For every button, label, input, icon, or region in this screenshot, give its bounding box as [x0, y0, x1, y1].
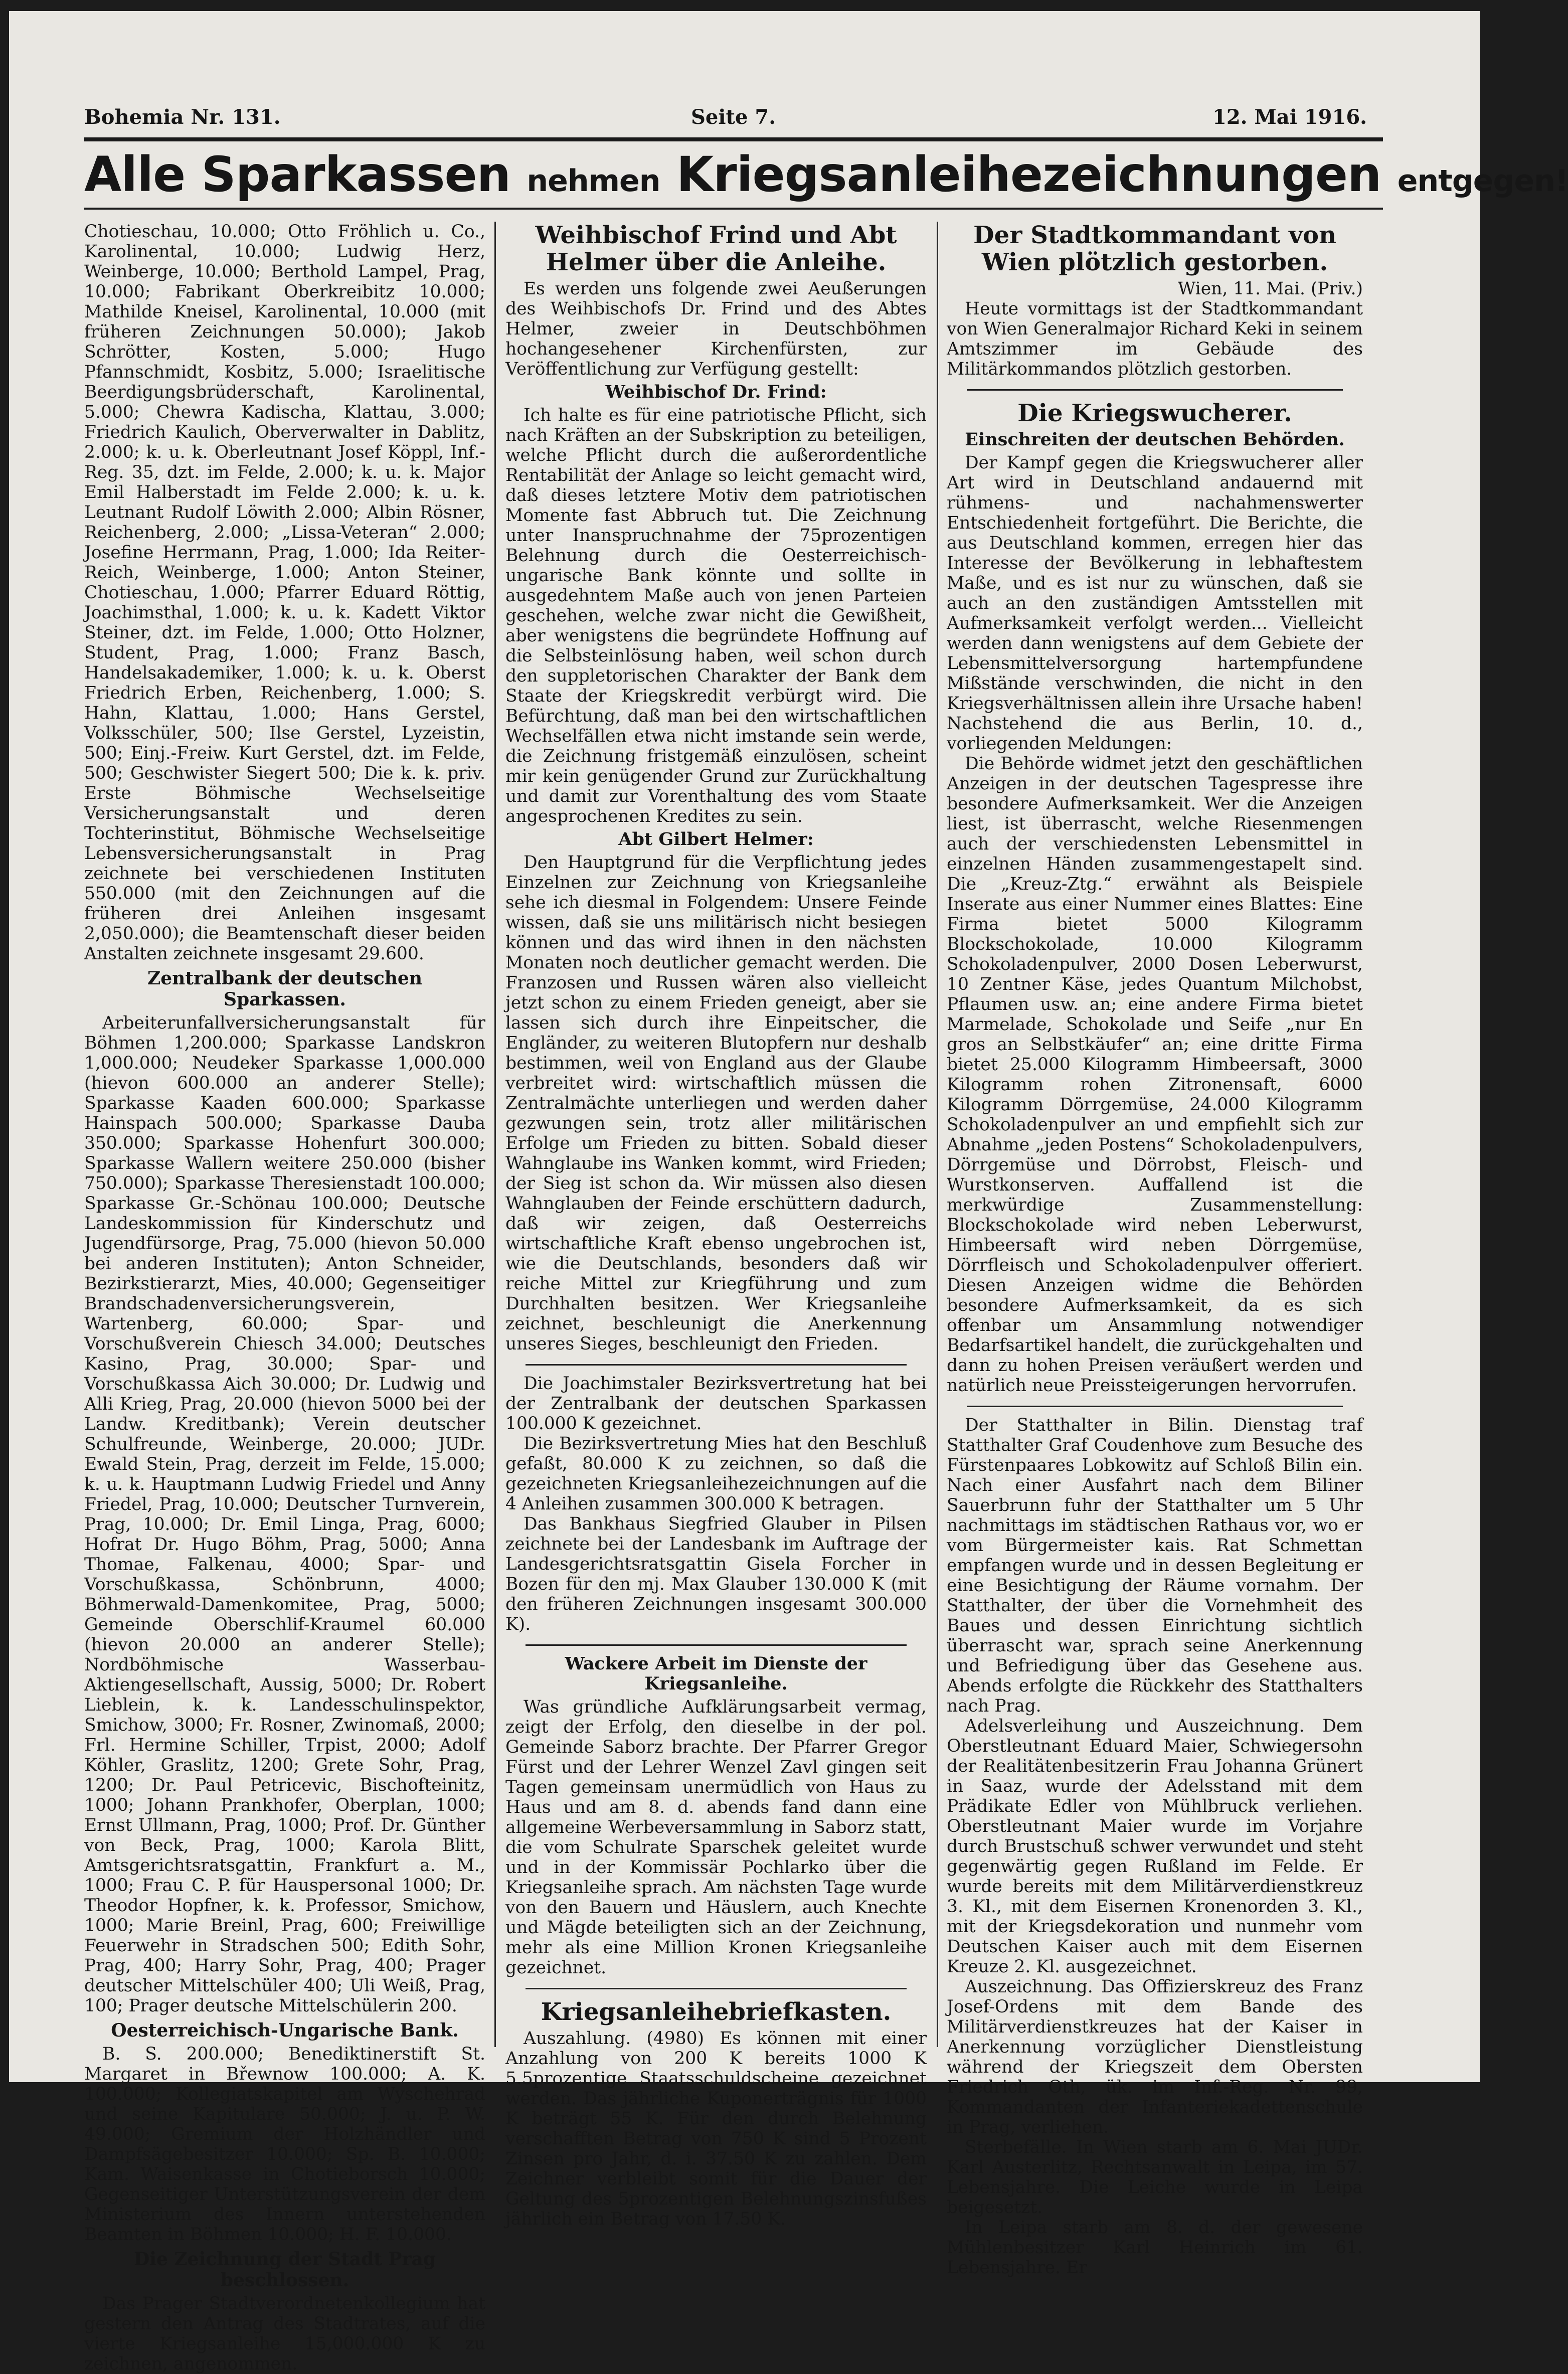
article-paragraph: Der Kampf gegen die Kriegswucherer aller Art wird in Deutschland andauernd mit rühmens- und nachahmenswerter Entschiedenheit fortgeführt. Die Berichte, die aus Deutschland kommen, erregen hier das Interesse der Bevölkerung in lebhaftestem Maße, und es ist nur zu wünschen, daß sie auch an den zuständigen Amtsstellen mit Aufmerksamkeit verfolgt werden... Vielleicht werden dann wenigstens auf dem Gebiete der Lebensmittelversorgung hartempfundene Mißstände verschwinden, die nicht in den Kriegsverhältnissen allein ihre Ursache haben! Nachstehend die aus Berlin, 10. d., vorliegenden Meldungen: — [947, 453, 1363, 754]
article-paragraph: Was gründliche Aufklärungsarbeit vermag, zeigt der Erfolg, den dieselbe in der pol. Gemeinde Saborz brachte. Der Pfarrer Gregor Fürst und der Lehrer Wenzel Zavl gingen seit Tagen gemeinsam unermüdlich von Haus zu Haus und am 8. d. abends fand dann eine allgemeine Werbeversammlung in Saborz statt, die vom Schulrate Sparschek geleitet wurde und in der Kommissär Pochlarko über die Kriegsanleihe sprach. Am nächsten Tage wurde von den Bauern und Häuslern, auch Knechte und Mägde beteiligten sich an der Zeichnung, mehr als eine Million Kronen Kriegsanleihe gezeichnet. — [505, 1697, 927, 1978]
section-heading: Die Zeichnung der Stadt Prag beschlossen. — [134, 2249, 436, 2291]
article-headline: Der Stadtkommandant von Wien plötzlich gestorben. — [973, 221, 1336, 276]
sub-heading: Einschreiten der deutschen Behörden. — [965, 429, 1345, 450]
header-publication: Bohemia Nr. 131. — [84, 105, 281, 129]
column-divider — [937, 222, 938, 2047]
article-paragraph: B. S. 200.000; Benediktinerstift St. Margaret in Břewnow 100.000; A. K. 100.000; Kollegiatskapitel am Wyschehrad und seine Kapitulare 50.000; J. u. P. W. 49.000; Gremium der Holzhändler und Dampfsägebesitzer 10.000; Sp. B. 10.000; Kam. Waisenkasse in Chotieborsch 10.000; Gegenseitiger Unterstützungsverein der dem Ministerium des Innern unterstehenden Beamten in Böhmen 10.000; H. F. 10.000. — [84, 2044, 485, 2245]
column-middle — [505, 221, 927, 2229]
article-paragraph: Adelsverleihung und Auszeichnung. Dem Oberstleutnant Eduard Maier, Schwiegersohn der Realitätenbesitzerin Frau Johanna Grünert in Saaz, wurde der Adelsstand mit dem Prädikate Edler von Mühlbruck verliehen. Oberstleutnant Maier wurde im Vorjahre durch Brustschuß schwer verwundet und steht gegenwärtig gegen Rußland im Felde. Er wurde bereits mit dem Militärverdienstkreuz 3. Kl., mit dem Eisernen Kronenorden 3. Kl., mit der Kriegsdekoration und nunmehr vom Deutschen Kaiser auch mit dem Eisernen Kreuze 2. Kl. ausgezeichnet. — [947, 1716, 1363, 1977]
header-rule — [84, 137, 1383, 141]
section-heading: Oesterreichisch-Ungarische Bank. — [111, 2020, 459, 2041]
sub-heading: Weihbischof Dr. Frind: — [605, 382, 827, 402]
column-divider — [494, 222, 496, 2047]
sub-heading: Wackere Arbeit im Dienste der Kriegsanleihe. — [565, 1653, 867, 1694]
banner-part-3: Kriegsanleihezeichnungen — [676, 146, 1381, 203]
article-paragraph: Es werden uns folgende zwei Aeußerungen des Weihbischofs Dr. Frind und des Abtes Helmer, zweier in Deutschböhmen hochangesehener Kirchenfürsten, zur Veröffentlichung zur Verfügung gestellt: — [505, 279, 927, 379]
article-headline: Die Kriegswucherer. — [1017, 399, 1292, 427]
article-headline: Kriegsanleihebriefkasten. — [541, 1998, 892, 2026]
article-separator — [526, 1988, 907, 1989]
section-heading: Zentralbank der deutschen Sparkassen. — [147, 968, 422, 1010]
column-left — [84, 222, 485, 2374]
article-paragraph: Heute vormittags ist der Stadtkommandant von Wien Generalmajor Richard Keki in seinem Amtszimmer im Gebäude des Militärkommandos plötzlich gestorben. — [947, 299, 1363, 379]
article-paragraph: Das Prager Stadtverordnetenkollegium hat gestern den Antrag des Stadtrates, auf die vierte Kriegsanleihe 15,000.000 K zu zeichnen, angenommen. — [84, 2294, 485, 2374]
article-paragraph: Auszahlung. (4980) Es können mit einer Anzahlung von 200 K bereits 1000 K 5.5prozentige Staatsschuldscheine gezeichnet werden. Das jährliche Kuponerträgnis für 1000 K beträgt 55 K. Für den durch Belehnung verschafften Betrag von 750 K sind 5 Prozent Zinsen pro Jahr, d. i. 37.50 K zu zahlen. Dem Zeichner verbleibt somit für die Dauer der Geltung des 5prozentigen Belehnungszinsfußes jährlich ein Betrag von 17.50 K. — [505, 2028, 927, 2229]
article-separator — [526, 1364, 907, 1366]
banner-rule — [84, 208, 1383, 210]
header-date: 12. Mai 1916. — [1212, 105, 1367, 129]
article-paragraph: Ich halte es für eine patriotische Pflicht, sich nach Kräften an der Subskription zu beteiligen, welche Pflicht durch die außerordentliche Rentabilität der Anlage so leicht gemacht wird, daß dieses letztere Motiv dem patriotischen Momente fast Abbruch tut. Die Zeichnung unter Inanspruchnahme der 75prozentigen Belehnung durch die Oesterreichisch-ungarische Bank könnte und sollte in ausgedehntem Maße auch von jenen Parteien geschehen, welche zwar nicht die Gewißheit, aber wenigstens die begründete Hoffnung auf die Selbsteinlösung haben, weil schon durch den suppletorischen Charakter der Bank dem Staate der Kriegskredit verbürgt wird. Die Befürchtung, daß man bei den wirtschaftlichen Wechselfällen etwa nicht imstande sein werde, die Zeichnung fristgemäß einzulösen, scheint mir kein genügender Grund zur Zurückhaltung und damit zur Vorenthaltung des vom Staate angesprochenen Kredites zu sein. — [505, 405, 927, 826]
banner-part-4: entgegen! — [1397, 163, 1568, 199]
column-right — [947, 221, 1363, 2278]
article-separator — [526, 1644, 907, 1646]
article-paragraph: Auszeichnung. Das Offizierskreuz des Franz Josef-Ordens mit dem Bande des Militärverdienstkreuzes hat der Kaiser in Anerkennung vorzüglicher Dienstleistung während der Kriegszeit dem Obersten Friedrich Oth, ük. im Inf.-Reg. Nr. 99, Kommandanten der Infanteriekadettenschule in Prag, verliehen. — [947, 1977, 1363, 2137]
page-header — [84, 105, 1367, 136]
article-headline: Weihbischof Frind und Abt Helmer über die Anleihe. — [535, 221, 897, 276]
article-paragraph: Die Bezirksvertretung Mies hat den Beschluß gefaßt, 80.000 K zu zeichnen, so daß die gezeichneten Kriegsanleihezeichnungen auf die 4 Anleihen zusammen 300.000 K betragen. — [505, 1434, 927, 1514]
banner-headline — [84, 144, 1568, 205]
article-separator — [967, 1406, 1343, 1407]
article-paragraph: Der Statthalter in Bilin. Dienstag traf Statthalter Graf Coudenhove zum Besuche des Fürstenpaares Lobkowitz auf Schloß Bilin ein. Nach einer Ausfahrt nach dem Biliner Sauerbrunn fuhr der Statthalter um 5 Uhr nachmittags im städtischen Rathaus vor, wo er vom Bürgermeister kais. Rat Schmettan empfangen wurde und in dessen Begleitung er eine Besichtigung der Räume vornahm. Der Statthalter, der über die Vornehmheit des Baues und dessen Einrichtung sichtlich überrascht war, sprach seine Anerkennung und Befriedigung über das Gesehene aus. Abends erfolgte die Rückkehr des Statthalters nach Prag. — [947, 1415, 1363, 1716]
article-paragraph: Chotieschau, 10.000; Otto Fröhlich u. Co., Karolinental, 10.000; Ludwig Herz, Weinberge, 10.000; Berthold Lampel, Prag, 10.000; Fabrikant Oberkreibitz 10.000; Mathilde Kneisel, Karolinental, 10.000 (mit früheren Zeichnungen 50.000); Jakob Schrötter, Kosten, 5.000; Hugo Pfannschmidt, Kosbitz, 5.000; Israelitische Beerdigungsbrüderschaft, Karolinental, 5.000; Chewra Kadischa, Klattau, 3.000; Friedrich Kaulich, Oberverwalter in Dablitz, 2.000; k. u. k. Oberleutnant Josef Köppl, Inf.-Reg. 35, dzt. im Felde, 2.000; k. u. k. Major Emil Halberstadt im Felde 2.000; k. u. k. Leutnant Rudolf Löwith 2.000; Albin Rösner, Reichenberg, 2.000; „Lissa-Veteran“ 2.000; Josefine Herrmann, Prag, 1.000; Ida Reiter-Reich, Weinberge, 1.000; Anton Steiner, Chotieschau, 1.000; Pfarrer Eduard Röttig, Joachimsthal, 1.000; k. u. k. Kadett Viktor Steiner, dzt. im Felde, 1.000; Otto Holzner, Student, Prag, 1.000; Franz Basch, Handelsakademiker, 1.000; k. u. k. Oberst Friedrich Erben, Reichenberg, 1.000; S. Hahn, Klattau, 1.000; Hans Gerstel, Volksschüler, 500; Ilse Gerstel, Lyzeistin, 500; Einj.-Freiw. Kurt Gerstel, dzt. im Felde, 500; Geschwister Siegert 500; Die k. k. priv. Erste Böhmische Wechselseitige Versicherungsanstalt und deren Tochterinstitut, Böhmische Wechselseitige Lebensversicherungsanstalt in Prag zeichnete bei verschiedenen Instituten 550.000 (mit den Zeichnungen auf die früheren drei Anleihen insgesamt 2,050.000); die Beamtenschaft dieser beiden Anstalten zeichnete insgesamt 29.600. — [84, 222, 485, 964]
sub-heading: Abt Gilbert Helmer: — [618, 829, 814, 850]
article-paragraph: Sterbefälle. In Wien starb am 6. Mai JUDr. Karl Austerlitz, Rechtsanwalt in Leipa, im 57. Lebensjahre. Die Leiche wurde in Leipa beigesetzt. — [947, 2137, 1363, 2218]
newspaper-page — [9, 11, 1568, 2374]
article-separator — [967, 389, 1343, 391]
article-paragraph: Den Hauptgrund für die Verpflichtung jedes Einzelnen zur Zeichnung von Kriegsanleihe sehe ich diesmal in Folgendem: Unsere Feinde wissen, daß sie uns militärisch nicht besiegen können und das wird ihnen in den nächsten Monaten noch deutlicher gemacht werden. Die Franzosen und Russen wären also vielleicht jetzt schon zu einem Frieden geneigt, aber sie lassen sich durch ihre Einpeitscher, die Engländer, zu weiteren Blutopfern nur deshalb bestimmen, weil von England aus der Glaube verbreitet wird: wirtschaftlich müssen die Zentralmächte unterliegen und werden daher gezwungen sein, trotz aller militärischen Erfolge um Frieden zu bitten. Sobald dieser Wahnglaube ins Wanken kommt, wird Frieden; der Sieg ist schon da. Wir müssen also diesen Wahnglauben der Feinde erschüttern dadurch, daß wir zeigen, daß Oesterreichs wirtschaftliche Kraft ebenso ungebrochen ist, wie die Deutschlands, besonders daß wir reiche Mittel zur Kriegführung und zum Durchhalten besitzen. Wer Kriegsanleihe zeichnet, beschleunigt die Anerkennung unseres Sieges, beschleunigt den Frieden. — [505, 853, 927, 1354]
banner-part-1: Alle Sparkassen — [84, 146, 510, 203]
dateline: Wien, 11. Mai. (Priv.) — [1177, 279, 1363, 299]
article-paragraph: Die Behörde widmet jetzt den geschäftlichen Anzeigen in der deutschen Tagespresse ihre besondere Aufmerksamkeit. Wer die Anzeigen liest, ist überrascht, welche Riesenmengen auch der verschiedensten Lebensmittel in einzelnen Händen zusammengestapelt sind. Die „Kreuz-Ztg.“ erwähnt als Beispiele Inserate aus einer Nummer eines Blattes: Eine Firma bietet 5000 Kilogramm Blockschokolade, 10.000 Kilogramm Schokoladenpulver, 2000 Dosen Leberwurst, 10 Zentner Käse, jedes Quantum Milchobst, Pflaumen usw. an; eine andere Firma bietet Marmelade, Schokolade und Seife „nur En gros an Selbstkäufer“ an; eine dritte Firma bietet 25.000 Kilogramm Himbeersaft, 3000 Kilogramm rohen Zitronensaft, 6000 Kilogramm Dörrgemüse, 24.000 Kilogramm Schokoladenpulver an und empfiehlt sich zur Abnahme „jeden Postens“ Schokoladenpulvers, Dörrgemüse und Dörrobst, Fleisch- und Wurstkonserven. Auffallend ist die merkwürdige Zusammenstellung: Blockschokolade wird neben Leberwurst, Himbeersaft wird neben Dörrgemüse, Dörrfleisch und Schokoladenpulver offeriert. Diesen Anzeigen widme die Behörden besondere Aufmerksamkeit, da es sich offenbar um Ansammlung notwendiger Bedarfsartikel handelt, die zurückgehalten und dann zu hohen Preisen veräußert werden und natürlich neue Preissteigerungen hervorrufen. — [947, 754, 1363, 1396]
article-paragraph: Die Joachimstaler Bezirksvertretung hat bei der Zentralbank der deutschen Sparkassen 100.000 K gezeichnet. — [505, 1374, 927, 1434]
banner-part-2: nehmen — [527, 163, 660, 199]
header-page-number: Seite 7. — [691, 105, 776, 129]
article-paragraph: In Leipa starb am 8. d. der gewesene Mühlenbesitzer Karl Heinrich im 61. Lebensjahre. Er — [947, 2218, 1363, 2278]
article-paragraph: Das Bankhaus Siegfried Glauber in Pilsen zeichnete bei der Landesbank im Auftrage der Landesgerichtsratsgattin Gisela Forcher in Bozen für den mj. Max Glauber 130.000 K (mit den früheren Zeichnungen insgesamt 300.000 K). — [505, 1514, 927, 1634]
article-paragraph: Arbeiterunfallversicherungsanstalt für Böhmen 1,200.000; Sparkasse Landskron 1,000.000; Neudeker Sparkasse 1,000.000 (hievon 600.000 an anderer Stelle); Sparkasse Kaaden 600.000; Sparkasse Hainspach 500.000; Sparkasse Dauba 350.000; Sparkasse Hohenfurt 300.000; Sparkasse Wallern weitere 250.000 (bisher 750.000); Sparkasse Theresienstadt 100.000; Sparkasse Gr.-Schönau 100.000; Deutsche Landeskommission für Kinderschutz und Jugendfürsorge, Prag, 75.000 (hievon 50.000 bei anderen Instituten); Anton Schneider, Bezirkstierarzt, Mies, 40.000; Gegenseitiger Brandschadenversicherungsverein, Wartenberg, 60.000; Spar- und Vorschußverein Chiesch 34.000; Deutsches Kasino, Prag, 30.000; Spar- und Vorschußkassa Aich 30.000; Dr. Ludwig und Alli Krieg, Prag, 20.000 (hievon 5000 bei der Landw. Kreditbank); Verein deutscher Schulfreunde, Weinberge, 20.000; JUDr. Ewald Stein, Prag, derzeit im Felde, 15.000; k. u. k. Hauptmann Ludwig Friedel und Anny Friedel, Prag, 10.000; Deutscher Turnverein, Prag, 10.000; Dr. Emil Linga, Prag, 6000; Hofrat Dr. Hugo Böhm, Prag, 5000; Anna Thomae, Falkenau, 4000; Spar- und Vorschußkassa, Schönbrunn, 4000; Böhmerwald-Damenkomitee, Prag, 5000; Gemeinde Oberschlif-Kraumel 60.000 (hievon 20.000 an anderer Stelle); Nordböhmische Wasserbau-Aktiengesellschaft, Aussig, 5000; Dr. Robert Lieblein, k. k. Landesschulinspektor, Smichow, 3000; Fr. Rosner, Zwinomaß, 2000; Frl. Hermine Schiller, Trpist, 2000; Adolf Köhler, Graslitz, 1200; Grete Sohr, Prag, 1200; Dr. Paul Petricevic, Bischofteinitz, 1000; Johann Prankhofer, Oberplan, 1000; Ernst Ullmann, Prag, 1000; Prof. Dr. Günther von Beck, Prag, 1000; Karola Blitt, Amtsgerichtsratsgattin, Frankfurt a. M., 1000; Frau C. P. für Hauspersonal 1000; Dr. Theodor Hopfner, k. k. Professor, Smichow, 1000; Marie Breinl, Prag, 600; Freiwillige Feuerwehr in Stradschen 500; Edith Sohr, Prag, 400; Harry Sohr, Prag, 400; Prager deutscher Mittelschüler 400; Uli Weiß, Prag, 100; Prager deutsche Mittelschülerin 200. — [84, 1013, 485, 2016]
